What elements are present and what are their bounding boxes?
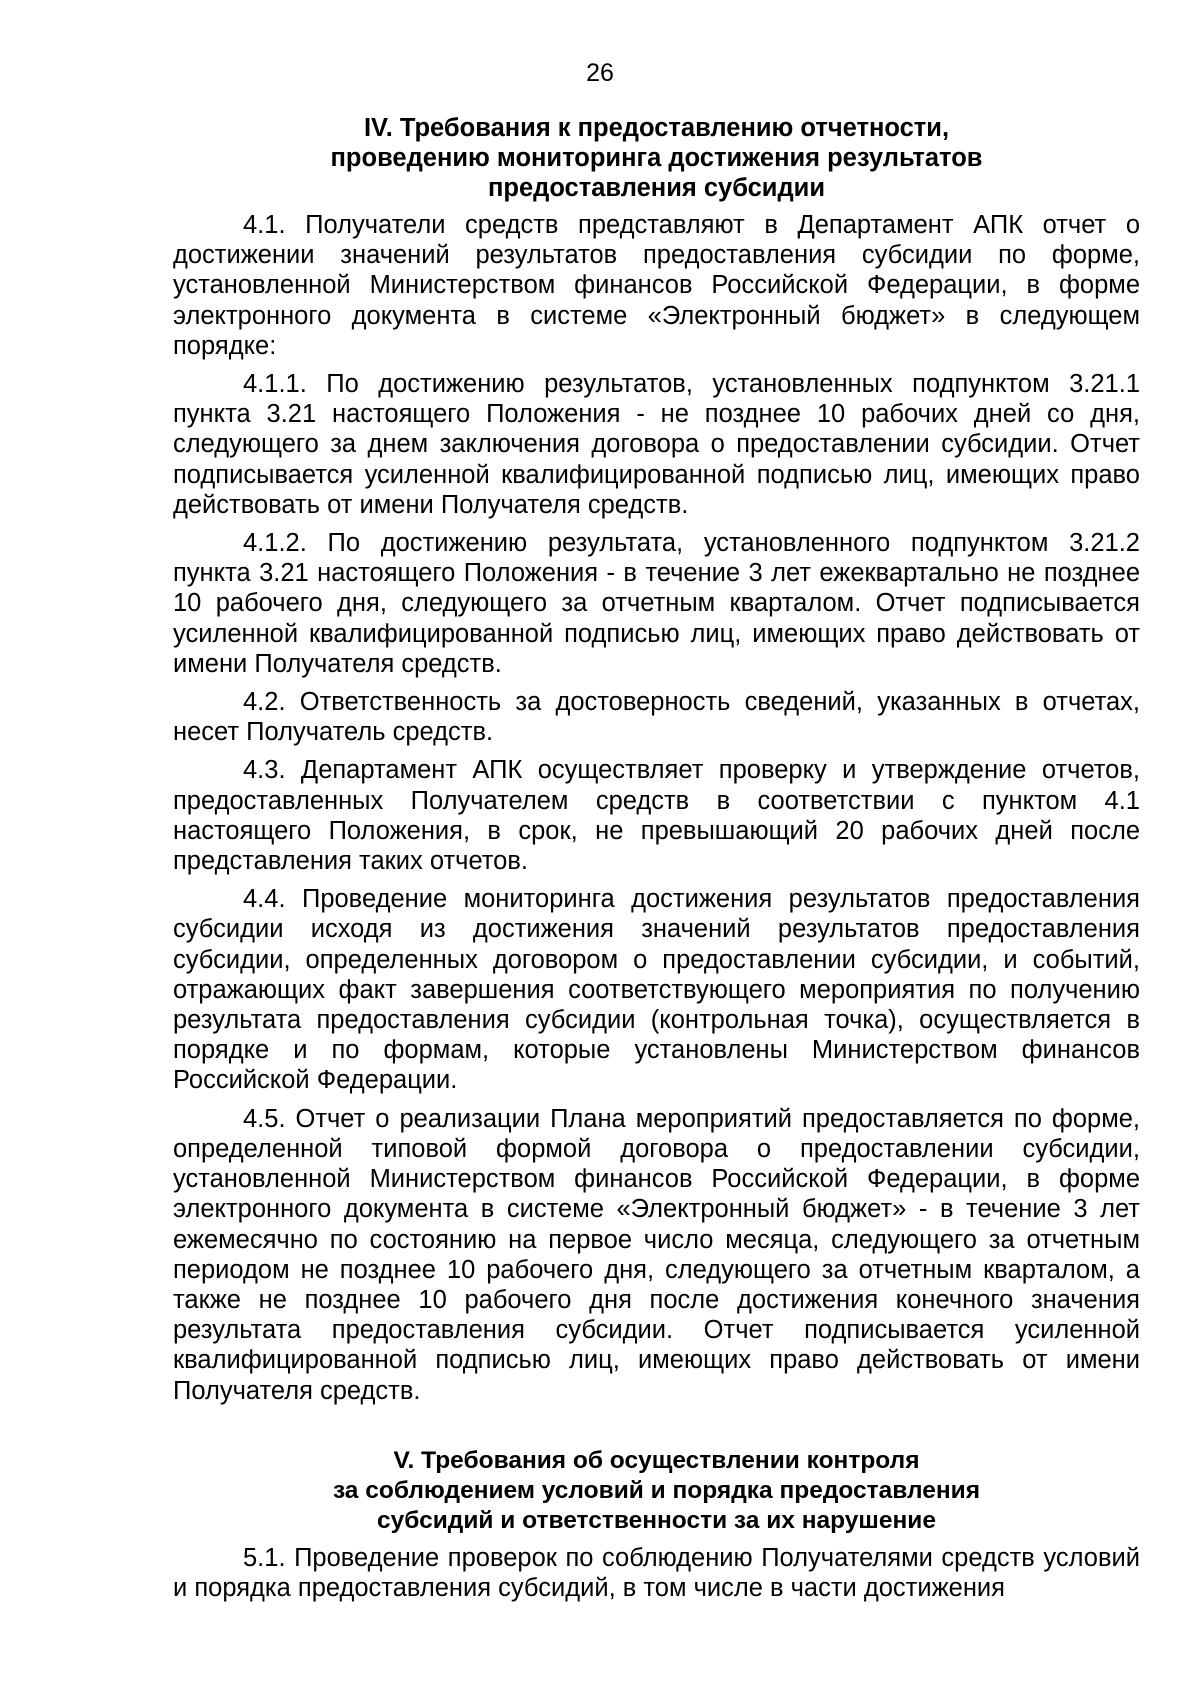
paragraph-4-3: 4.3. Департамент АПК осуществляет проверку и утверждение отчетов, предоставленных Получателем средств в соответствии с пунктом 4.1 настоящего Положения, в срок, не превышающий 20 рабочих дней после представления таких отчетов. [173,756,1140,876]
paragraph-5-1: 5.1. Проведение проверок по соблюдению Получателями средств условий и порядка предоставления субсидий, в том числе в части достижения [173,1543,1140,1602]
paragraph-4-1: 4.1. Получатели средств представляют в Департамент АПК отчет о достижении значений результатов предоставления субсидии по форме, установленной Министерством финансов Российской Федерации, в форме электронного документа в системе «Электронный бюджет» в следующем порядке: [173,211,1140,360]
section-v-heading [173,1446,1140,1536]
paragraph-4-1-1: 4.1.1. По достижению результатов, установленных подпунктом 3.21.1 пункта 3.21 настоящего Положения - не позднее 10 рабочих дней со дня, следующего за днем заключения договора о предоставлении субсидии. Отчет подписывается усиленной квалифицированной подписью лиц, имеющих право действовать от имени Получателя средств. [173,370,1140,519]
section-v-heading-line: за соблюдением условий и порядка предоставления [332,1476,981,1504]
section-iv-heading-line: IV. Требования к предоставлению отчетности, [363,114,950,142]
section-v-heading-line: V. Требования об осуществлении контроля [393,1446,920,1474]
paragraph-4-5: 4.5. Отчет о реализации Плана мероприятий предоставляется по форме, определенной типовой формой договора о предоставлении субсидии, установленной Министерством финансов Российской Федерации, в форме электронного документа в системе «Электронный бюджет» - в течение 3 лет ежемесячно по состоянию на первое число месяца, следующего за отчетным периодом не позднее 10 рабочего дня, следующего за отчетным кварталом, а также не позднее 10 рабочего дня после достижения конечного значения результата предоставления субсидии. Отчет подписывается усиленной квалифицированной подписью лиц, имеющих право действовать от имени Получателя средств. [173,1104,1140,1405]
page-number: 26 [586,59,614,87]
paragraph-4-2: 4.2. Ответственность за достоверность сведений, указанных в отчетах, несет Получатель средств. [173,688,1140,747]
section-iv-heading-line: предоставления субсидии [487,174,826,202]
section-iv-heading-line: проведению мониторинга достижения результатов [330,144,983,172]
section-iv-heading [173,113,1140,203]
section-v-heading-line: субсидий и ответственности за их нарушение [377,1506,936,1534]
document-body [173,113,1140,1611]
paragraph-4-1-2: 4.1.2. По достижению результата, установленного подпунктом 3.21.2 пункта 3.21 настоящего Положения - в течение 3 лет ежеквартально не позднее 10 рабочего дня, следующего за отчетным кварталом. Отчет подписывается усиленной квалифицированной подписью лиц, имеющих право действовать от имени Получателя средств. [173,529,1140,678]
paragraph-4-4: 4.4. Проведение мониторинга достижения результатов предоставления субсидии исходя из достижения значений результатов предоставления субсидии, определенных договором о предоставлении субсидии, и событий, отражающих факт завершения соответствующего мероприятия по получению результата предоставления субсидии (контрольная точка), осуществляется в порядке и по формам, которые установлены Министерством финансов Российской Федерации. [173,885,1140,1095]
